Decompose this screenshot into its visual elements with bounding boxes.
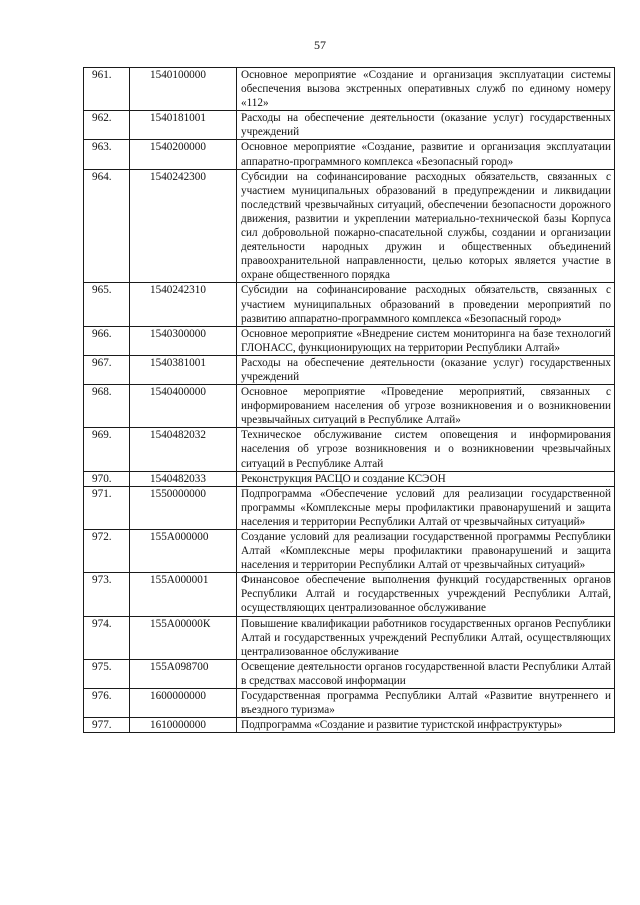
- row-number: 967.: [84, 355, 130, 384]
- row-description: Основное мероприятие «Внедрение систем мониторинга на базе технологий ГЛОНАСС, функционирующих на территории Республики Алтай»: [237, 326, 615, 355]
- row-number: 965.: [84, 283, 130, 326]
- row-number: 962.: [84, 111, 130, 140]
- row-number: 971.: [84, 486, 130, 529]
- table-row: [84, 355, 615, 384]
- table-row: [84, 428, 615, 471]
- table-row: [84, 140, 615, 169]
- row-number: 974.: [84, 616, 130, 659]
- row-description: Расходы на обеспечение деятельности (оказание услуг) государственных учреждений: [237, 111, 615, 140]
- row-description: Субсидии на софинансирование расходных обязательств, связанных с участием муниципальных образований в проведении мероприятий по развитию аппаратно-программного комплекса «Безопасный город»: [237, 283, 615, 326]
- row-description: Государственная программа Республики Алтай «Развитие внутреннего и въездного туризма»: [237, 689, 615, 718]
- table-row: [84, 718, 615, 733]
- budget-classification-table: [83, 67, 615, 733]
- table-row: [84, 283, 615, 326]
- row-code: 1540300000: [130, 326, 237, 355]
- row-code: 155А000000: [130, 530, 237, 573]
- page-number: 57: [314, 38, 326, 52]
- table-row: [84, 385, 615, 428]
- table-row: [84, 471, 615, 486]
- row-code: 1550000000: [130, 486, 237, 529]
- row-number: 961.: [84, 68, 130, 111]
- row-description: Основное мероприятие «Создание, развитие и организация эксплуатации аппаратно-программного комплекса «Безопасный город»: [237, 140, 615, 169]
- row-code: 1600000000: [130, 689, 237, 718]
- row-number: 966.: [84, 326, 130, 355]
- row-description: Расходы на обеспечение деятельности (оказание услуг) государственных учреждений: [237, 355, 615, 384]
- row-number: 964.: [84, 169, 130, 283]
- row-description: Техническое обслуживание систем оповещения и информирования населения об угрозе возникновения и о возникновении чрезвычайных ситуаций в Республике Алтай: [237, 428, 615, 471]
- row-description: Подпрограмма «Обеспечение условий для реализации государственной программы «Комплексные меры профилактики правонарушений и защита населения и территории Республики Алтай от чрезвычайных ситуаций»: [237, 486, 615, 529]
- row-number: 963.: [84, 140, 130, 169]
- row-code: 1540100000: [130, 68, 237, 111]
- row-description: Финансовое обеспечение выполнения функций государственных органов Республики Алтай и государственных учреждений Республики Алтай, осуществляющих централизованное обслуживание: [237, 573, 615, 616]
- table-row: [84, 659, 615, 688]
- row-description: Повышение квалификации работников государственных органов Республики Алтай и государственных учреждений Республики Алтай, осуществляющих централизованное обслуживание: [237, 616, 615, 659]
- row-code: 1540242310: [130, 283, 237, 326]
- row-description: Подпрограмма «Создание и развитие туристской инфраструктуры»: [237, 718, 615, 733]
- row-code: 1540482032: [130, 428, 237, 471]
- row-description: Основное мероприятие «Создание и организация эксплуатации системы обеспечения вызова экстренных оперативных служб по единому номеру «112»: [237, 68, 615, 111]
- row-number: 973.: [84, 573, 130, 616]
- row-number: 977.: [84, 718, 130, 733]
- table-row: [84, 689, 615, 718]
- table-row: [84, 111, 615, 140]
- row-code: 155А000001: [130, 573, 237, 616]
- row-number: 969.: [84, 428, 130, 471]
- row-code: 155А00000К: [130, 616, 237, 659]
- row-number: 975.: [84, 659, 130, 688]
- row-code: 155А098700: [130, 659, 237, 688]
- row-code: 1540200000: [130, 140, 237, 169]
- table-row: [84, 486, 615, 529]
- row-description: Реконструкция РАСЦО и создание КСЭОН: [237, 471, 615, 486]
- row-number: 970.: [84, 471, 130, 486]
- row-number: 968.: [84, 385, 130, 428]
- row-description: Освещение деятельности органов государственной власти Республики Алтай в средствах массовой информации: [237, 659, 615, 688]
- table-row: [84, 326, 615, 355]
- row-code: 1540181001: [130, 111, 237, 140]
- row-description: Субсидии на софинансирование расходных обязательств, связанных с участием муниципальных образований в предупреждении и ликвидации последствий чрезвычайных ситуаций, обеспечении безопасности дорожного движения, развитии и укреплении материально-технической базы Корпуса сил добровольной пожарно-спасательной службы, создании и организации деятельности народных дружин и общественных объединений правоохранительной направленности, целью которых является участие в охране общественного порядка: [237, 169, 615, 283]
- row-code: 1610000000: [130, 718, 237, 733]
- table-row: [84, 573, 615, 616]
- table-row: [84, 530, 615, 573]
- row-number: 976.: [84, 689, 130, 718]
- row-code: 1540482033: [130, 471, 237, 486]
- table-row: [84, 68, 615, 111]
- row-code: 1540400000: [130, 385, 237, 428]
- row-number: 972.: [84, 530, 130, 573]
- row-description: Создание условий для реализации государственной программы Республики Алтай «Комплексные меры профилактики правонарушений и защита населения и территории Республики Алтай от чрезвычайных ситуаций»: [237, 530, 615, 573]
- row-code: 1540242300: [130, 169, 237, 283]
- row-code: 1540381001: [130, 355, 237, 384]
- row-description: Основное мероприятие «Проведение мероприятий, связанных с информированием населения об угрозе возникновения и о возникновении чрезвычайных ситуаций в Республике Алтай»: [237, 385, 615, 428]
- table-row: [84, 616, 615, 659]
- table-row: [84, 169, 615, 283]
